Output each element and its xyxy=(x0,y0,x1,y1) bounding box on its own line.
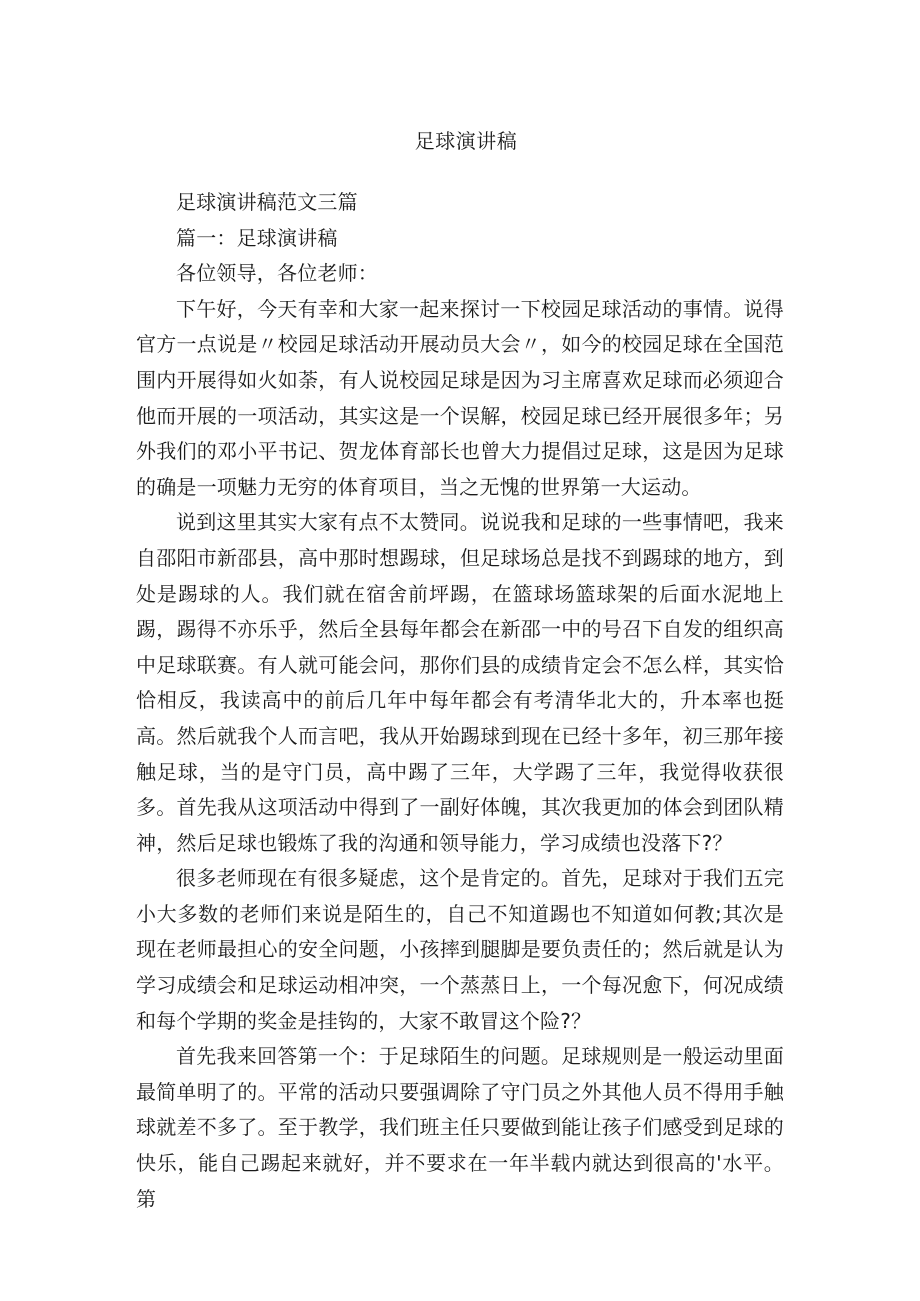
paragraph: 首先我来回答第一个：于足球陌生的问题。足球规则是一般运动里面最简单明了的。平常的活动只要强调除了守门员之外其他人员不得用手触球就差不多了。至于教学，我们班主任只要做到能让孩子们感受到足球的快乐，能自己踢起来就好，并不要求在一年半载内就达到很高的'水平。第 xyxy=(136,1044,784,1211)
paragraph: 很多老师现在有很多疑虑，这个是肯定的。首先，足球对于我们五完小大多数的老师们来说是陌生的，自己不知道踢也不知道如何教;其次是现在老师最担心的安全问题，小孩摔到腿脚是要负责任的；然后就是认为学习成绩会和足球运动相冲突，一个蒸蒸日上，一个每况愈下，何况成绩和每个学期的奖金是挂钩的，大家不敢冒这个险?？ xyxy=(136,866,784,1033)
subtitle-line: 足球演讲稿范文三篇 xyxy=(176,190,358,214)
section-heading: 篇一：足球演讲稿 xyxy=(176,225,338,250)
document-title: 足球演讲稿 xyxy=(414,129,518,153)
paragraph: 下午好，今天有幸和大家一起来探讨一下校园足球活动的事情。说得官方一点说是〃校园足球活动开展动员大会〃，如今的校园足球在全国范围内开展得如火如荼，有人说校园足球是因为习主席喜欢足球而必须迎合他而开展的一项活动，其实这是一个误解，校园足球已经开展很多年；另外我们的邓小平书记、贺龙体育部长也曾大力提倡过足球，这是因为足球的确是一项魅力无穷的体育项目，当之无愧的世界第一大运动。 xyxy=(136,296,784,499)
salutation: 各位领导，各位老师： xyxy=(176,261,378,286)
paragraph: 说到这里其实大家有点不太赞同。说说我和足球的一些事情吧，我来自邵阳市新邵县，高中那时想踢球，但足球场总是找不到踢球的地方，到处是踢球的人。我们就在宿舍前坪踢，在篮球场篮球架的后面水泥地上踢，踢得不亦乐乎，然后全县每年都会在新邵一中的号召下自发的组织高中足球联赛。有人就可能会问，那你们县的成绩肯定会不怎么样，其实恰恰相反，我读高中的前后几年中每年都会有考清华北大的，升本率也挺高。然后就我个人而言吧，我从开始踢球到现在已经十多年，初三那年接触足球，当的是守门员，高中踢了三年，大学踢了三年，我觉得收获很多。首先我从这项活动中得到了一副好体魄，其次我更加的体会到团队精神，然后足球也锻炼了我的沟通和领导能力，学习成绩也没落下?？ xyxy=(136,510,784,855)
document-body xyxy=(136,185,784,1217)
